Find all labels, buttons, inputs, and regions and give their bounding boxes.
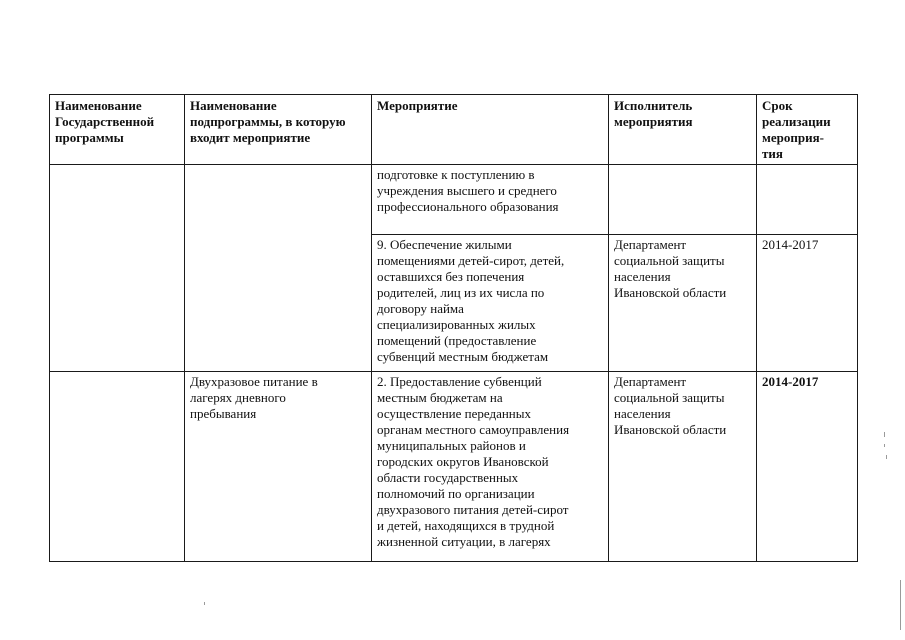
cell-period: [757, 165, 858, 235]
cell-subprogram: Двухразовое питание в лагерях дневного пребывания: [185, 372, 372, 562]
scan-speck: [886, 455, 887, 459]
header-executor: Исполнитель мероприятия: [609, 95, 757, 165]
header-subprogram: Наименование подпрограммы, в которую входит мероприятие: [185, 95, 372, 165]
cell-measure: 9. Обеспечение жилыми помещениями детей-сирот, детей, оставшихся без попечения родителей, лиц из их числа по договору найма специализированных жилых помещений (предоставление субвенций местным бюджетам: [372, 235, 609, 372]
cell-executor: [609, 165, 757, 235]
cell-measure: подготовке к поступлению в учреждения высшего и среднего профессионального образования: [372, 165, 609, 235]
cell-period: 2014-2017: [757, 372, 858, 562]
table-header-row: [50, 95, 858, 165]
scan-speck: [900, 580, 901, 630]
measures-table: [49, 94, 858, 562]
cell-program: [50, 372, 185, 562]
scan-speck: [204, 602, 205, 605]
cell-subprogram: [185, 165, 372, 372]
cell-executor: Департамент социальной защиты населения Ивановской области: [609, 235, 757, 372]
cell-executor: Департамент социальной защиты населения Ивановской области: [609, 372, 757, 562]
cell-measure: 2. Предоставление субвенций местным бюджетам на осуществление переданных органам местного самоуправления муниципальных районов и городских округов Ивановской области государственных полномочий по организации двухразового питания детей-сирот и детей, находящихся в трудной жизненной ситуации, в лагерях: [372, 372, 609, 562]
scan-speck: [884, 432, 885, 437]
header-period: Срок реализации мероприя- тия: [757, 95, 858, 165]
table-row: [50, 372, 858, 562]
cell-period: 2014-2017: [757, 235, 858, 372]
scan-speck: [884, 444, 885, 447]
header-program: Наименование Государственной программы: [50, 95, 185, 165]
header-measure: Мероприятие: [372, 95, 609, 165]
cell-program: [50, 165, 185, 372]
table-row: [50, 165, 858, 235]
